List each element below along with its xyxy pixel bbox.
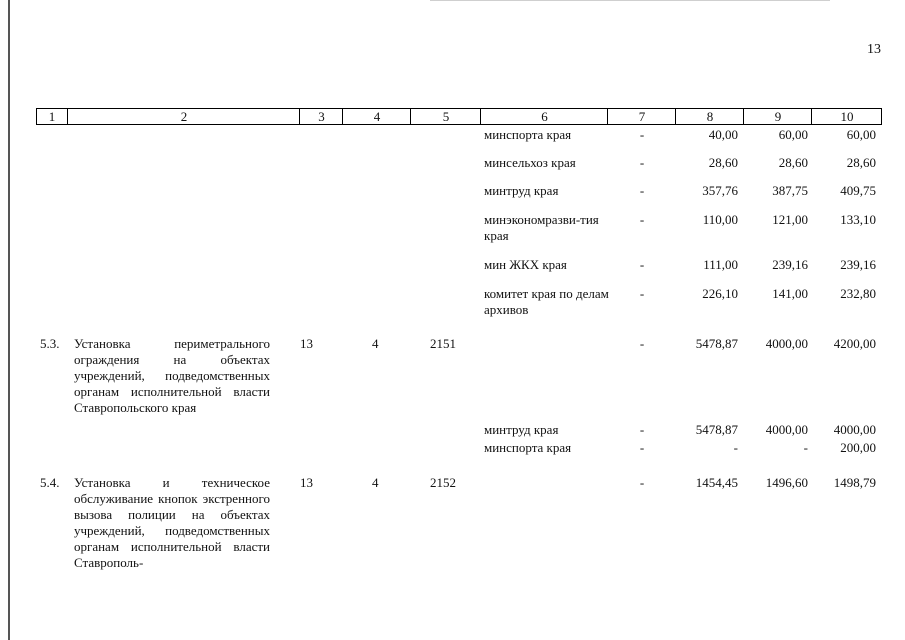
col-10-value: 28,60 [846, 155, 876, 170]
col-8-value: 110,00 [702, 212, 738, 227]
col-7-value: - [639, 257, 645, 272]
col-10-value: 200,00 [840, 440, 876, 455]
col-9-value: 121,00 [772, 212, 808, 227]
col-10-value: 60,00 [846, 127, 876, 142]
col-8-value: 40,00 [708, 127, 738, 142]
col-7-value: - [639, 183, 645, 198]
col-7-value: - [639, 422, 645, 437]
department-name: минтруд края [484, 422, 559, 437]
col-8-value: 5478,87 [695, 336, 738, 351]
col-9-value: 239,16 [772, 257, 808, 272]
department-name: мин ЖКХ края [484, 257, 567, 272]
col-8-value: 357,76 [702, 183, 738, 198]
header-col-6: 6 [480, 109, 608, 124]
col-9-value: 4000,00 [765, 336, 808, 351]
col-5-value: 2152 [430, 475, 456, 490]
header-col-5: 5 [410, 109, 481, 124]
col-8-value: - [733, 440, 738, 455]
col-8-value: 226,10 [702, 286, 738, 301]
department-name: комитет края по делам архивов [484, 286, 609, 317]
header-col-3: 3 [299, 109, 343, 124]
item-number: 5.3. [40, 336, 60, 351]
col-10-value: 133,10 [840, 212, 876, 227]
col-7-value: - [639, 440, 645, 455]
item-number: 5.4. [40, 475, 60, 490]
col-7-value: - [639, 127, 645, 142]
header-col-1: 1 [48, 109, 56, 124]
header-col-7: 7 [607, 109, 676, 124]
col-10-value: 1498,79 [833, 475, 876, 490]
department-name: минспорта края [484, 440, 572, 455]
col-8-value: 5478,87 [695, 422, 738, 437]
col-3-value: 13 [300, 336, 313, 351]
header-col-4: 4 [342, 109, 411, 124]
col-10-value: 232,80 [840, 286, 876, 301]
page-number: 13 [867, 42, 881, 57]
table-header-row [36, 108, 882, 125]
header-col-8: 8 [675, 109, 744, 124]
col-9-value: 28,60 [778, 155, 808, 170]
col-10-value: 4000,00 [833, 422, 876, 437]
col-9-value: 141,00 [772, 286, 808, 301]
department-name: минспорта края [484, 127, 572, 142]
item-description: Установка периметрального ограждения на объектах учреждений, подведомственных органам исполнительной власти Ставропольского края [74, 336, 270, 415]
department-name: минтруд края [484, 183, 559, 198]
header-col-10: 10 [811, 109, 882, 124]
col-8-value: 111,00 [703, 257, 738, 272]
col-7-value: - [639, 286, 645, 301]
col-9-value: - [803, 440, 808, 455]
col-10-value: 409,75 [840, 183, 876, 198]
page-edge-left [8, 0, 10, 640]
col-7-value: - [639, 212, 645, 227]
page-edge-top [430, 0, 830, 1]
col-4-value: 4 [372, 475, 379, 490]
col-7-value: - [639, 475, 645, 490]
col-8-value: 28,60 [708, 155, 738, 170]
department-name: минсельхоз края [484, 155, 576, 170]
col-9-value: 1496,60 [765, 475, 808, 490]
col-3-value: 13 [300, 475, 313, 490]
col-7-value: - [639, 336, 645, 351]
col-9-value: 60,00 [778, 127, 808, 142]
col-9-value: 387,75 [772, 183, 808, 198]
col-10-value: 239,16 [840, 257, 876, 272]
col-7-value: - [639, 155, 645, 170]
col-10-value: 4200,00 [833, 336, 876, 351]
department-name: минэкономразви-тия края [484, 212, 599, 243]
header-col-9: 9 [743, 109, 812, 124]
item-description: Установка и техническое обслуживание кнопок экстренного вызова полиции на объектах учреждений, подведомственных органам исполнительной власти Ставрополь- [74, 475, 270, 570]
col-4-value: 4 [372, 336, 379, 351]
col-9-value: 4000,00 [765, 422, 808, 437]
col-5-value: 2151 [430, 336, 456, 351]
col-8-value: 1454,45 [695, 475, 738, 490]
header-col-2: 2 [67, 109, 300, 124]
